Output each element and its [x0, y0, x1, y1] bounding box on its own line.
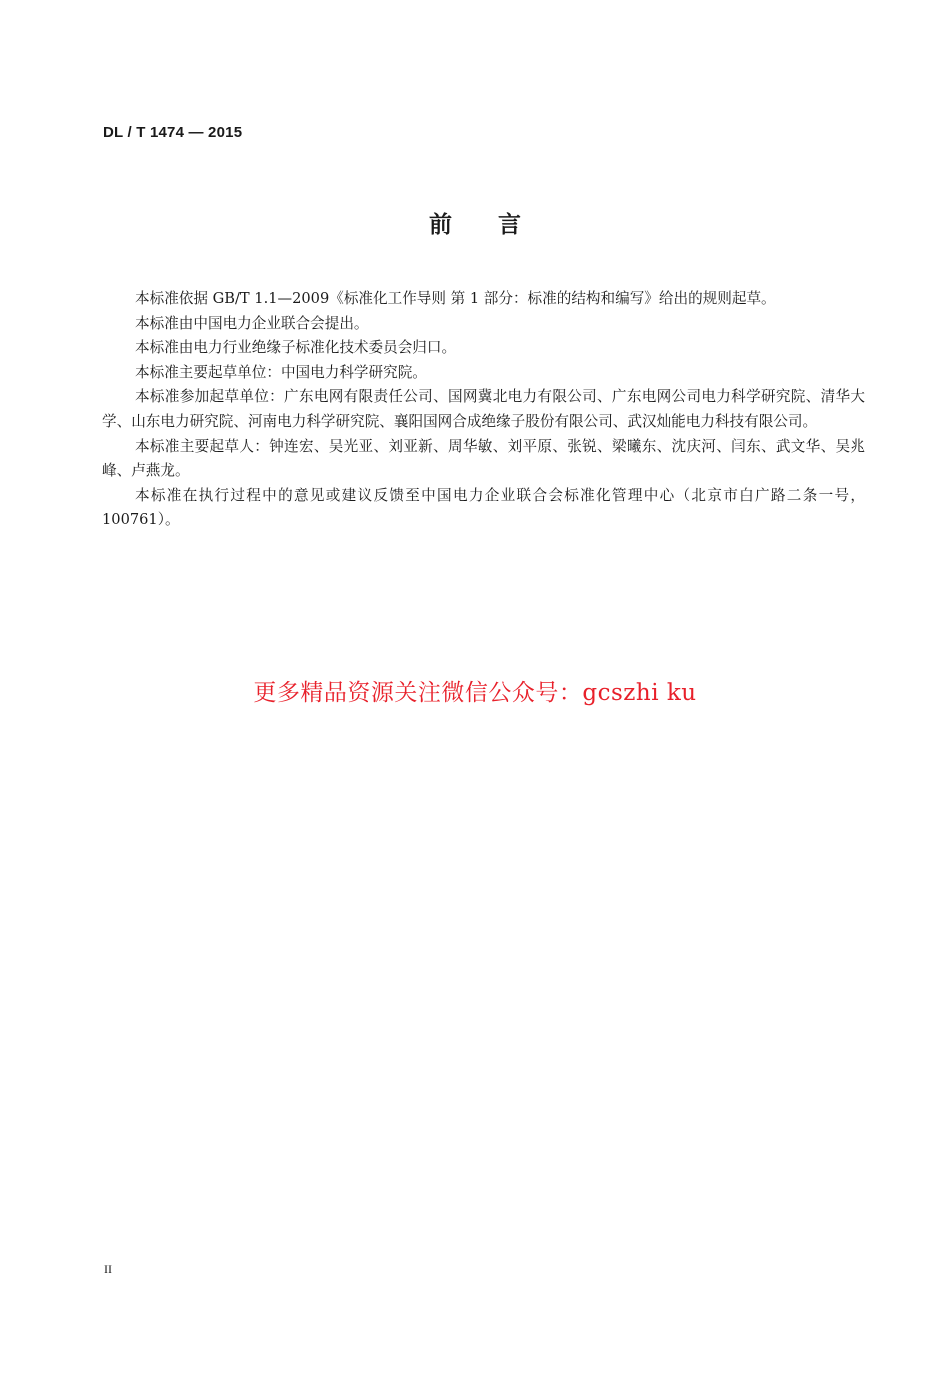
paragraph-main-drafters: 本标准主要起草人：钟连宏、吴光亚、刘亚新、周华敏、刘平原、张锐、梁曦东、沈庆河、闫东、武文华、吴兆峰、卢燕龙。	[102, 437, 865, 480]
paragraph-main-drafting-unit: 本标准主要起草单位：中国电力科学研究院。	[135, 363, 427, 381]
paragraph-participating-units: 本标准参加起草单位：广东电网有限责任公司、国网冀北电力有限公司、广东电网公司电力科学研究院、清华大学、山东电力研究院、河南电力科学研究院、襄阳国网合成绝缘子股份有限公司、武汉灿能电力科技有限公司。	[102, 388, 865, 430]
foreword-body	[102, 287, 865, 533]
page-title: 前言	[429, 212, 567, 238]
promo-watermark-text: 更多精品资源关注微信公众号：gcszhi ku	[253, 680, 697, 706]
standard-code: DL / T 1474 — 2015	[103, 124, 243, 141]
paragraph-feedback: 本标准在执行过程中的意见或建议反馈至中国电力企业联合会标准化管理中心（北京市白广路二条一号，100761）。	[102, 486, 865, 529]
page-number: II	[104, 1262, 112, 1276]
paragraph-drafting-rules: 本标准依据 GB/T 1.1—2009《标准化工作导则 第 1 部分：标准的结构和编写》给出的规则起草。	[135, 290, 776, 307]
paragraph-administrator: 本标准由电力行业绝缘子标准化技术委员会归口。	[135, 339, 457, 357]
paragraph-proposer: 本标准由中国电力企业联合会提出。	[135, 314, 369, 332]
